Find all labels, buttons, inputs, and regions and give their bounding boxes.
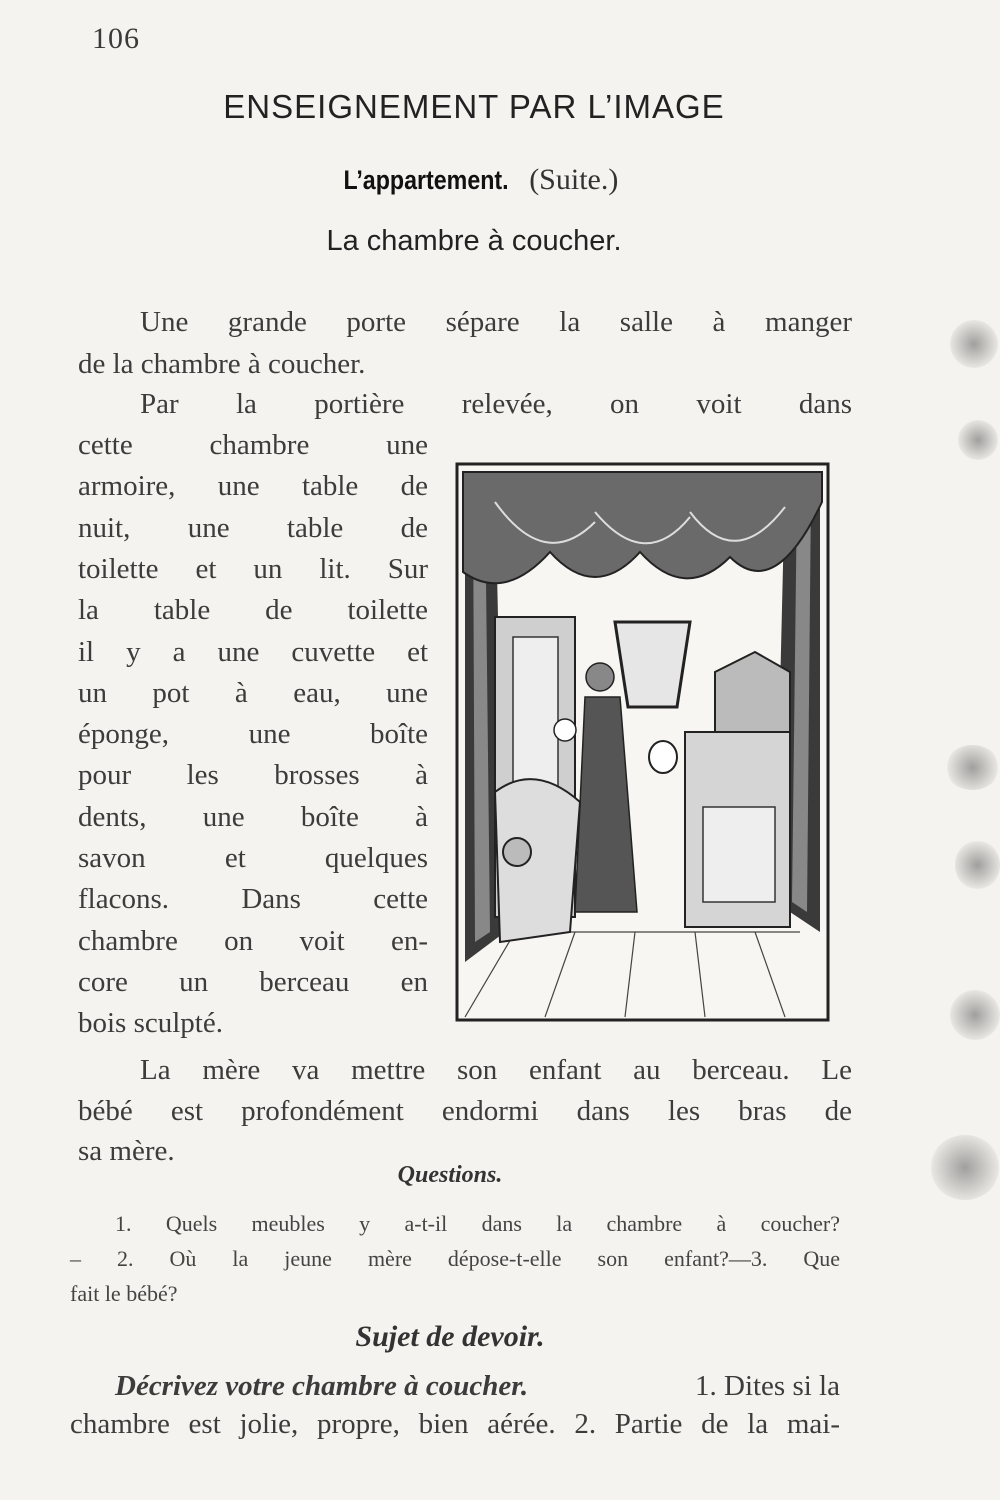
paragraph-2-column-line: pour les brosses à	[78, 759, 428, 792]
paragraph-2-column-line: core un berceau en	[78, 965, 428, 998]
chapter-subtitle	[0, 163, 948, 197]
paragraph-2-column-line: cette chambre une	[78, 429, 428, 461]
question-line-1: 1. Quels meubles y a-t-il dans la chambre à coucher?	[115, 1211, 840, 1236]
paragraph-1-line-2: de la chambre à coucher.	[78, 348, 366, 380]
paragraph-1-line-1: Une grande porte sépare la salle à manger	[140, 306, 852, 338]
devoir-line-1-rest: 1. Dites si la	[695, 1370, 840, 1402]
paragraph-3-line-1: La mère va mettre son enfant au berceau. Le	[140, 1054, 852, 1086]
paragraph-2-line-1: Par la portière relevée, on voit dans	[140, 388, 852, 420]
page-number: 106	[92, 22, 140, 55]
paragraph-2-column-line: un pot à eau, une	[78, 676, 428, 709]
paragraph-2-column-line: il y a une cuvette et	[78, 635, 428, 668]
paragraph-3-line-2: bébé est profondément endormi dans les bras de	[78, 1095, 852, 1127]
paragraph-2-column-line: toilette et un lit. Sur	[78, 552, 428, 585]
devoir-line-1-italic: Décrivez votre chambre à coucher.	[115, 1370, 529, 1402]
ink-stain	[958, 420, 998, 460]
chapter-subtitle-suite: (Suite.)	[529, 163, 619, 196]
devoir-line-1	[115, 1368, 840, 1404]
ink-stain	[955, 840, 1000, 890]
paragraph-2-column-line: chambre on voit en-	[78, 924, 428, 957]
paragraph-2-column-line: la table de toilette	[78, 594, 428, 627]
question-line-2: – 2. Où la jeune mère dépose-t-elle son enfant?—3. Que	[70, 1246, 840, 1271]
devoir-title: Sujet de devoir.	[355, 1320, 545, 1353]
paragraph-2-column-line: éponge, une boîte	[78, 718, 428, 751]
page-header-title: ENSEIGNEMENT PAR L’IMAGE	[223, 88, 725, 125]
ink-stain	[945, 745, 1000, 790]
paragraph-2-column-line: flacons. Dans cette	[78, 883, 428, 916]
ink-stain	[950, 990, 1000, 1040]
paragraph-2-column-line: nuit, une table de	[78, 511, 428, 544]
questions-title: Questions.	[397, 1162, 503, 1188]
chapter-subtitle-bold: L’appartement.	[343, 165, 509, 195]
bedroom-illustration	[455, 462, 830, 1022]
ink-stain	[950, 320, 998, 368]
paragraph-3-line-3: sa mère.	[78, 1135, 175, 1167]
paragraph-2-column-line: savon et quelques	[78, 842, 428, 874]
question-line-3: fait le bébé?	[70, 1281, 178, 1306]
paragraph-2-column-line: bois sculpté.	[78, 1007, 223, 1040]
paragraph-2-column-line: armoire, une table de	[78, 470, 428, 503]
ink-stain	[930, 1135, 1000, 1200]
section-title: La chambre à coucher.	[326, 225, 622, 257]
paragraph-2-column-line: dents, une boîte à	[78, 800, 428, 833]
devoir-line-2: chambre est jolie, propre, bien aérée. 2. Partie de la mai-	[70, 1408, 840, 1440]
